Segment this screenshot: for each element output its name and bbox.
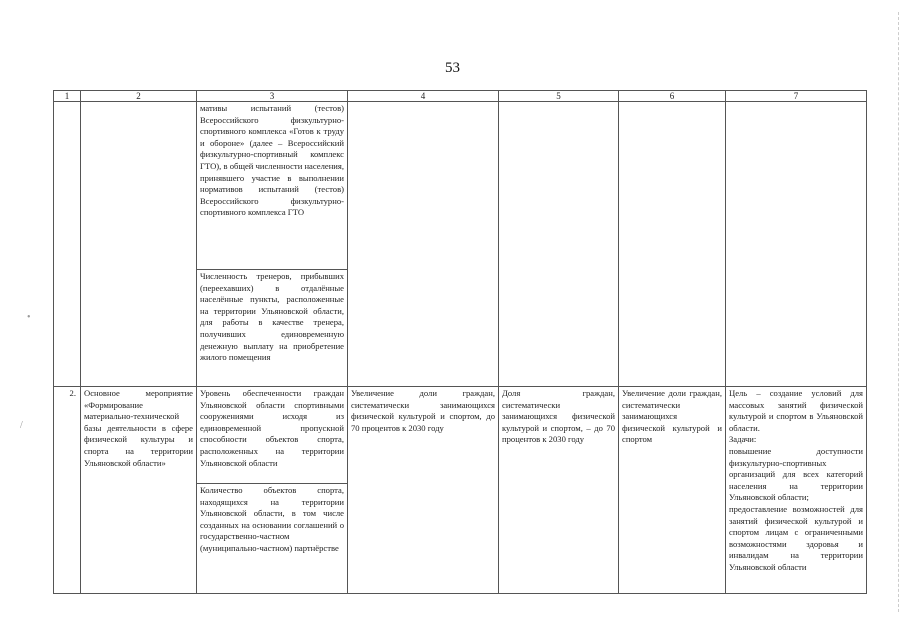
header-cell: 6: [619, 91, 726, 102]
header-cell: 2: [81, 91, 197, 102]
header-cell: 5: [499, 91, 619, 102]
tasks-cell: Цель – создание условий для массовых занятий физической культурой и спортом в Ульяновской области. Задачи: повышение доступности физкультурно-спортивных организаций для всех категорий населения на территории Ульяновской области; предоставление возможностей для занятий физической культурой и спортом лицам с ограниченными возможностями здоровья и инвалидам на территории Ульяновской области: [726, 387, 867, 594]
event-cell: Основное мероприятие «Формирование материально-технической базы деятельности в сфере физической культуры и спорта на территории Ульяновской области»: [81, 387, 197, 594]
table-cell: [54, 102, 81, 387]
table-cell: [619, 102, 726, 387]
table-cell: [499, 102, 619, 387]
scan-speck: /: [20, 420, 23, 431]
header-cell: 4: [348, 91, 499, 102]
target-cell: Доля граждан, систематически занимающихся физической культурой и спортом, – до 70 процентов к 2030 году: [499, 387, 619, 594]
effect-cell: Увеличение доли граждан, систематически занимающихся физической культурой и спортом: [619, 387, 726, 594]
goal-cell: Увеличение доли граждан, систематически занимающихся физической культурой и спортом, до 70 процентов к 2030 году: [348, 387, 499, 594]
indicator-cell: Уровень обеспеченности граждан Ульяновской области спортивными сооружениями исходя из единовременной пропускной способности объектов спорта, расположенных на территории Ульяновской области: [197, 387, 348, 484]
indicator-cell: Численность тренеров, прибывших (переехавших) в отдалённые населённые пункты, расположенные на территории Ульяновской области, для работы в качестве тренера, получивших единовременную денежную выплату на приобретение жилого помещения: [197, 270, 348, 387]
indicator-cell: Количество объектов спорта, находящихся на территории Ульяновской области, в том числе созданных на основании соглашений о государственно-частном (муниципально-частном) партнёрстве: [197, 484, 348, 594]
scan-edge-line: [897, 12, 899, 612]
row-number: 2.: [54, 387, 81, 594]
header-row: [54, 91, 867, 102]
table-cell: [726, 102, 867, 387]
table-cell: [81, 102, 197, 387]
table-cell: [348, 102, 499, 387]
header-cell: 7: [726, 91, 867, 102]
scan-speck: •: [27, 312, 31, 323]
program-table: [53, 90, 867, 594]
page-number: 53: [445, 60, 460, 76]
table-row: [54, 387, 867, 484]
header-cell: 1: [54, 91, 81, 102]
indicator-cell: мативы испытаний (тестов) Всероссийского физкультурно-спортивного комплекса «Готов к труду и обороне» (далее – Всероссийский физкультурно-спортивный комплекс ГТО), в общей численности населения, принявшего участие в выполнении нормативов испытаний (тестов) Всероссийского физкультурно-спортивного комплекса ГТО: [197, 102, 348, 270]
table-row: [54, 102, 867, 270]
header-cell: 3: [197, 91, 348, 102]
